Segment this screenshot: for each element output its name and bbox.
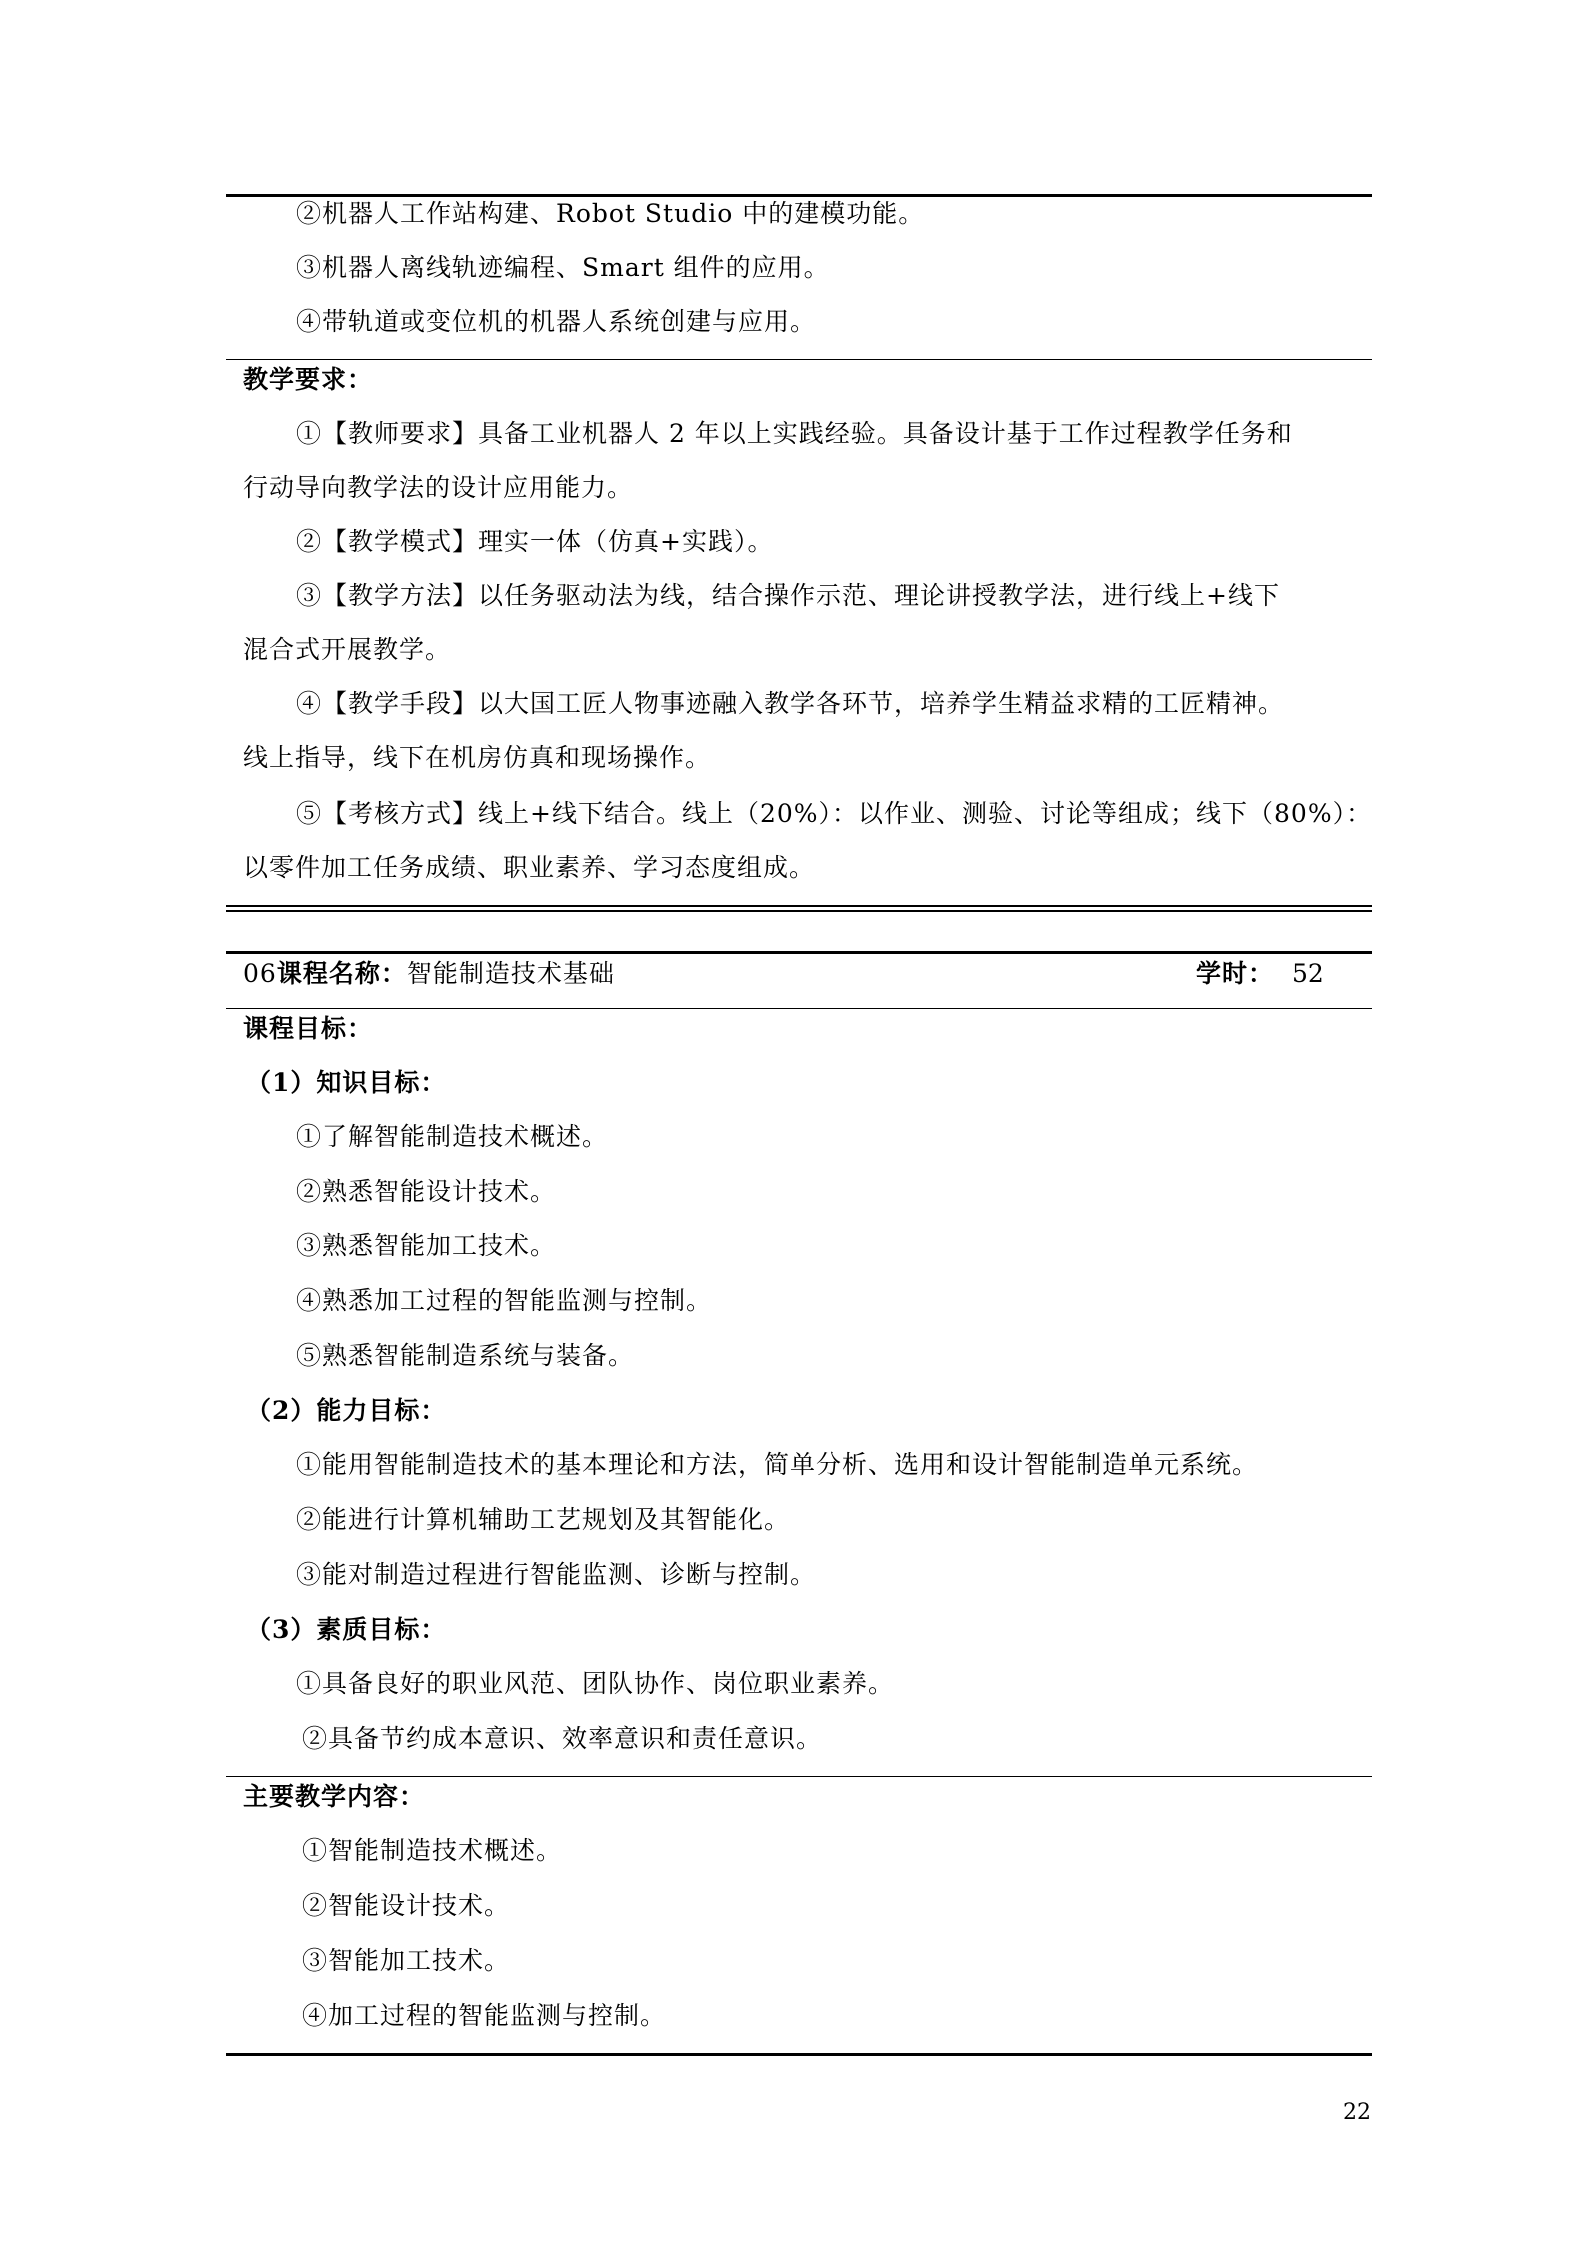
quality-heading: （3）素质目标： [246, 1615, 447, 1644]
course-title [243, 956, 615, 992]
table-bottom-rule [226, 2053, 1372, 2056]
content-item: ④加工过程的智能监测与控制。 [302, 2001, 667, 2030]
section-divider [226, 359, 1372, 360]
content-item: ②智能设计技术。 [302, 1891, 511, 1920]
course-name: 智能制造技术基础 [406, 959, 615, 988]
prev-content-item: ②机器人工作站构建、Robot Studio 中的建模功能。 [296, 199, 925, 228]
knowledge-heading: （1）知识目标： [246, 1068, 447, 1097]
requirement-line: 线上指导，线下在机房仿真和现场操作。 [243, 743, 712, 772]
table-top-rule [226, 951, 1372, 954]
prev-content-item: ③机器人离线轨迹编程、Smart 组件的应用。 [296, 253, 830, 282]
content-item: ①智能制造技术概述。 [302, 1836, 563, 1865]
course-name-label: 课程名称： [276, 959, 407, 988]
knowledge-item: ①了解智能制造技术概述。 [296, 1122, 609, 1151]
ability-item: ③能对制造过程进行智能监测、诊断与控制。 [296, 1560, 817, 1589]
requirements-heading: 教学要求： [243, 365, 374, 394]
requirement-line: 混合式开展教学。 [243, 635, 452, 664]
page-number: 22 [1343, 2100, 1371, 2125]
ability-heading: （2）能力目标： [246, 1396, 447, 1425]
prev-content-item: ④带轨道或变位机的机器人系统创建与应用。 [296, 307, 817, 336]
quality-item: ①具备良好的职业风范、团队协作、岗位职业素养。 [296, 1669, 895, 1698]
requirement-line: ④【教学手段】以大国工匠人物事迹融入教学各环节，培养学生精益求精的工匠精神。 [296, 689, 1285, 718]
quality-item: ②具备节约成本意识、效率意识和责任意识。 [302, 1724, 823, 1753]
objectives-heading: 课程目标： [243, 1014, 374, 1043]
ability-item: ①能用智能制造技术的基本理论和方法，简单分析、选用和设计智能制造单元系统。 [296, 1450, 1259, 1479]
requirement-line: ⑤【考核方式】线上+线下结合。线上（20%）：以作业、测验、讨论等组成；线下（80%）： [296, 799, 1373, 828]
requirement-line: ②【教学模式】理实一体（仿真+实践）。 [296, 527, 774, 556]
section-divider [226, 1776, 1372, 1777]
course-number: 06 [243, 959, 277, 988]
hours-label: 学时： [1196, 959, 1275, 988]
knowledge-item: ⑤熟悉智能制造系统与装备。 [296, 1341, 635, 1370]
requirement-line: 以零件加工任务成绩、职业素养、学习态度组成。 [243, 853, 816, 882]
ability-item: ②能进行计算机辅助工艺规划及其智能化。 [296, 1505, 791, 1534]
knowledge-item: ③熟悉智能加工技术。 [296, 1231, 557, 1260]
content-item: ③智能加工技术。 [302, 1946, 511, 1975]
knowledge-item: ④熟悉加工过程的智能监测与控制。 [296, 1286, 713, 1315]
requirement-line: ①【教师要求】具备工业机器人 2 年以上实践经验。具备设计基于工作过程教学任务和 [296, 419, 1293, 448]
section-divider [226, 1008, 1372, 1009]
content-heading: 主要教学内容： [243, 1782, 426, 1811]
knowledge-item: ②熟悉智能设计技术。 [296, 1177, 557, 1206]
requirement-line: ③【教学方法】以任务驱动法为线，结合操作示范、理论讲授教学法，进行线上+线下 [296, 581, 1280, 610]
table-bottom-rule [226, 905, 1372, 912]
requirement-line: 行动导向教学法的设计应用能力。 [243, 473, 634, 502]
hours-value: 52 [1292, 959, 1324, 988]
